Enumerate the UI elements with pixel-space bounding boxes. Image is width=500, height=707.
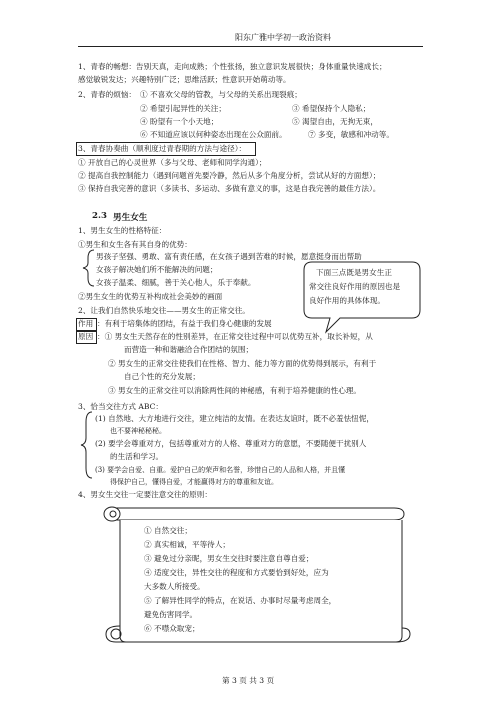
callout-line-1: 下面三点既是男女生正	[316, 268, 392, 277]
principle-2: ② 真实相诚，平等待人；	[144, 540, 230, 549]
worries-item-4: ④ 盼望有一个小天地；	[140, 117, 219, 126]
interaction-title: 2、让我们自然快乐地交往——男女生的正常交往。	[78, 306, 250, 315]
harmony-item-3: ③ 保持自我完善的意识（多读书、多运动、多做有意义的事，这是自我完善的最佳方法）。	[78, 184, 381, 193]
worries-item-6: ⑥ 不知道应该以何种姿态出现在公众面前。	[140, 130, 287, 139]
abc-title: 3、恰当交往方式 ABC：	[78, 402, 164, 411]
callout-line-3: 良好作用的具体体现。	[309, 296, 385, 305]
effect-text: ：有利于培集体的团结，有益于我们身心健康的发展	[97, 319, 272, 328]
reason-line-4: 自己个性的充分发展；	[124, 372, 200, 381]
worries-title: 2、青春的烦恼：	[78, 90, 136, 99]
paragraph-adolescence-line-2: 感觉敏锐发达；兴趣特别广泛；思维活跃；性意识开始萌动等。	[78, 75, 291, 84]
principle-5-cont: 避免伤害同学。	[144, 610, 198, 619]
section-title: 男生女生	[113, 213, 148, 223]
callout-line-2: 常交往良好作用的原因也是	[309, 282, 401, 291]
tag-effect: 作用	[78, 319, 94, 328]
abc-line-3: (2) 要学会尊重对方，包括尊重对方的人格、尊重对方的意愿，不要随便干扰别人	[95, 439, 367, 448]
principle-6: ⑥ 不噤众取宠；	[144, 624, 200, 633]
reason-line-1: ：① 男女生天然存在的性别差异，在正常交往过程中可以优势互补，取长补短，从	[97, 332, 373, 341]
page-header: 阳东广雅中学初一政治资料	[235, 33, 331, 42]
principle-5: ⑤ 了解异性同学的特点，在说话、办事时尽量考虑周全，	[144, 596, 337, 605]
harmony-item-1: ① 开放自己的心灵世界（多与父母、老师和同学沟通）；	[78, 158, 267, 167]
abc-bracket	[78, 410, 94, 480]
reason-line-5: ③ 男女生的正常交往可以消除两性间的神秘感，有利于培养健康的性心理。	[108, 386, 362, 395]
page-footer: 第 3 页 共 3 页	[222, 676, 275, 685]
traits-sub-1: ①男生和女生各有其自身的优势：	[78, 240, 192, 249]
principle-4-cont: 大多数人所接受。	[144, 582, 205, 591]
traits-bracket-line-2: 女孩子解决她们所不能解决的问题；	[96, 265, 218, 274]
worries-item-2: ② 希望引起异性的关注；	[140, 104, 226, 113]
principle-1: ① 自然交往；	[144, 526, 192, 535]
abc-line-5: (3) 要学会自爱、自重。爱护自己的荣声和名誉，珍惜自己的人品和人格，并且懂	[95, 466, 346, 474]
section-number: 2.3	[92, 211, 107, 221]
worries-item-3: ③ 希望保持个人隐私；	[292, 104, 371, 113]
traits-sub-2: ②男生女生的优势互补构成社会美妙的画面	[78, 292, 223, 301]
abc-line-1: (1) 自然地、大方地进行交往，建立纯洁的友情。在表达友谊时，既不必羞怯忸怩，	[95, 414, 374, 423]
traits-title: 1、男生女生的性格特征：	[78, 226, 167, 235]
principle-3: ③ 避免过分亲昵，男女生交往时要注意自尊自爱；	[144, 554, 314, 563]
abc-line-2: 也不要神秘秘秘。	[110, 427, 166, 435]
tag-reason: 原因	[78, 332, 94, 341]
harmony-title: 3、青春协奏曲（顺利度过青春期的方法与途径）：	[78, 144, 247, 153]
abc-line-6: 得保护自己，懂得自爱，才能赢得对方的尊重和友谊。	[110, 478, 278, 486]
reason-line-2: 而营造一种和谐融洽合作团结的氛围；	[124, 345, 254, 354]
principles-title: 4、男女生交往一定要注意交往的原则：	[78, 490, 212, 499]
paragraph-adolescence-line-1: 1、青春的畅想：告别天真，走向成熟；个性张扬，独立意识发展很快；身体重量快速成长；	[78, 62, 387, 71]
worries-item-5: ⑤ 渴望自由，无拘无束，	[292, 117, 378, 126]
worries-item-1: ① 不喜欢父母的管教，与父母的关系出现裂痕；	[140, 90, 302, 99]
harmony-item-2: ② 提高自我控制能力（遇到问题首先要冷静，然后从多个角度分析，尝试从好的方面想）；	[78, 171, 381, 180]
header-rule	[78, 46, 423, 47]
reason-line-3: ② 男女生的正常交往使我们在性格、智力、能力等方面的优势得到展示，有利于	[108, 359, 377, 368]
abc-line-4: 的生活和学习。	[110, 452, 164, 461]
traits-bracket	[80, 248, 96, 288]
principle-4: ④ 适度交往，异性交往的程度和方式要恰到好处，应为	[144, 568, 329, 577]
traits-bracket-line-3: 女孩子温柔、细腻，善于关心他人，乐于奉献。	[96, 278, 256, 287]
traits-bracket-line-1: 男孩子坚强、勇敢、富有责任感，在女孩子遇到苦难的时候，愿意挺身而出帮助	[96, 252, 362, 261]
worries-item-7: ⑦ 多变，敏感和冲动等。	[308, 130, 394, 139]
